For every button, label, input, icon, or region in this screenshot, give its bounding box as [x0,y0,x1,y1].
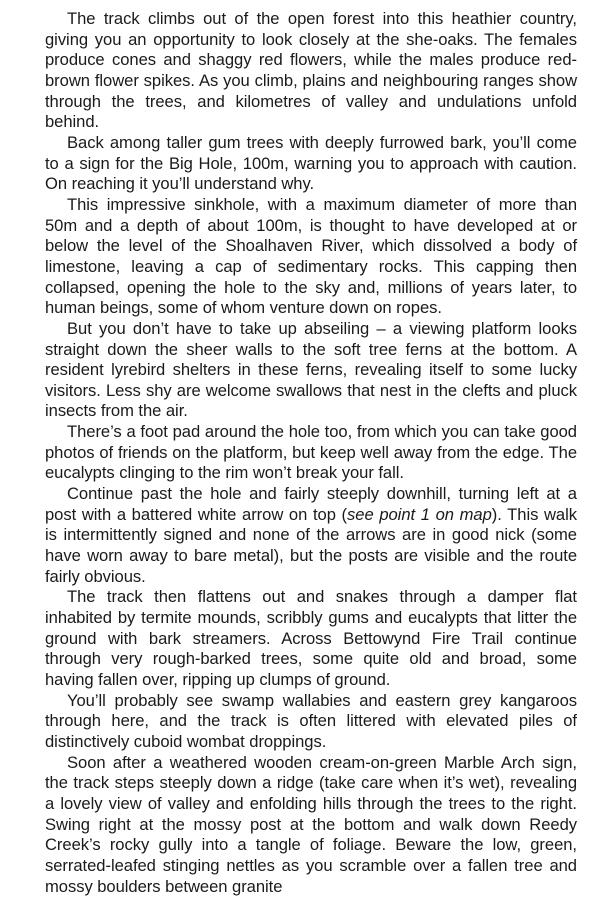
paragraph [45,484,577,587]
paragraph-text: ). This walk is intermittently signed and none of the arrows are in good nick (some have worn away to bare metal), but the posts are visible and the route fairly obvious. [45,504,577,586]
paragraph: You’ll probably see swamp wallabies and eastern grey kangaroos through here, and the track is often littered with elevated piles of distinctively cuboid wombat droppings. [45,690,577,751]
paragraph: This impressive sinkhole, with a maximum diameter of more than 50m and a depth of about 100m, is thought to have developed at or below the level of the Shoalhaven River, which dissolved a body of limestone, leaving a cap of sedimentary rocks. This capping then collapsed, opening the hole to the sky and, millions of years later, to human beings, some of whom venture down on ropes. [45,194,577,318]
paragraph: The track then flattens out and snakes through a damper flat inhabited by termite mounds, scribbly gums and eucalypts that litter the ground with bark streamers. Across Bettowynd Fire Trail continue through very rough-barked trees, some quite old and broad, some having fallen over, ripping up clumps of ground. [45,587,577,689]
paragraph: But you don’t have to take up abseiling – a viewing platform looks straight down the sheer walls to the soft tree ferns at the bottom. A resident lyrebird shelters in these ferns, revealing itself to some lucky visitors. Less shy are welcome swallows that nest in the clefts and pluck insects from the air. [45,318,577,421]
paragraph: There’s a foot pad around the hole too, from which you can take good photos of friends on the platform, but keep well away from the edge. The eucalypts clinging to the rim won’t break your fall. [45,422,577,483]
map-reference: see point 1 on map [347,504,492,524]
paragraph: Soon after a weathered wooden cream-on-green Marble Arch sign, the track steps steeply down a ridge (take care when it’s wet), revealing a lovely view of valley and enfolding hills through the trees to the right. Swing right at the mossy post at the bottom and walk down Reedy Creek’s rocky gully into a tangle of foliage. Beware the low, green, serrated-leafed stinging nettles as you scramble over a fallen tree and mossy boulders between granite [45,752,577,896]
paragraph: The track climbs out of the open forest into this heathier country, giving you an opportunity to look closely at the she-oaks. The females produce cones and shaggy red flowers, while the males produce red-brown flower spikes. As you climb, plains and neighbouring ranges show through the trees, and kilometres of valley and undulations unfold behind. [45,9,577,132]
body-text [45,9,577,897]
paragraph-text: Continue past the hole and fairly steeply downhill, turning left at a post with a battered white arrow on top ( [45,484,577,524]
paragraph: Back among taller gum trees with deeply furrowed bark, you’ll come to a sign for the Big Hole, 100m, warning you to approach with caution. On reaching it you’ll understand why. [45,132,577,194]
